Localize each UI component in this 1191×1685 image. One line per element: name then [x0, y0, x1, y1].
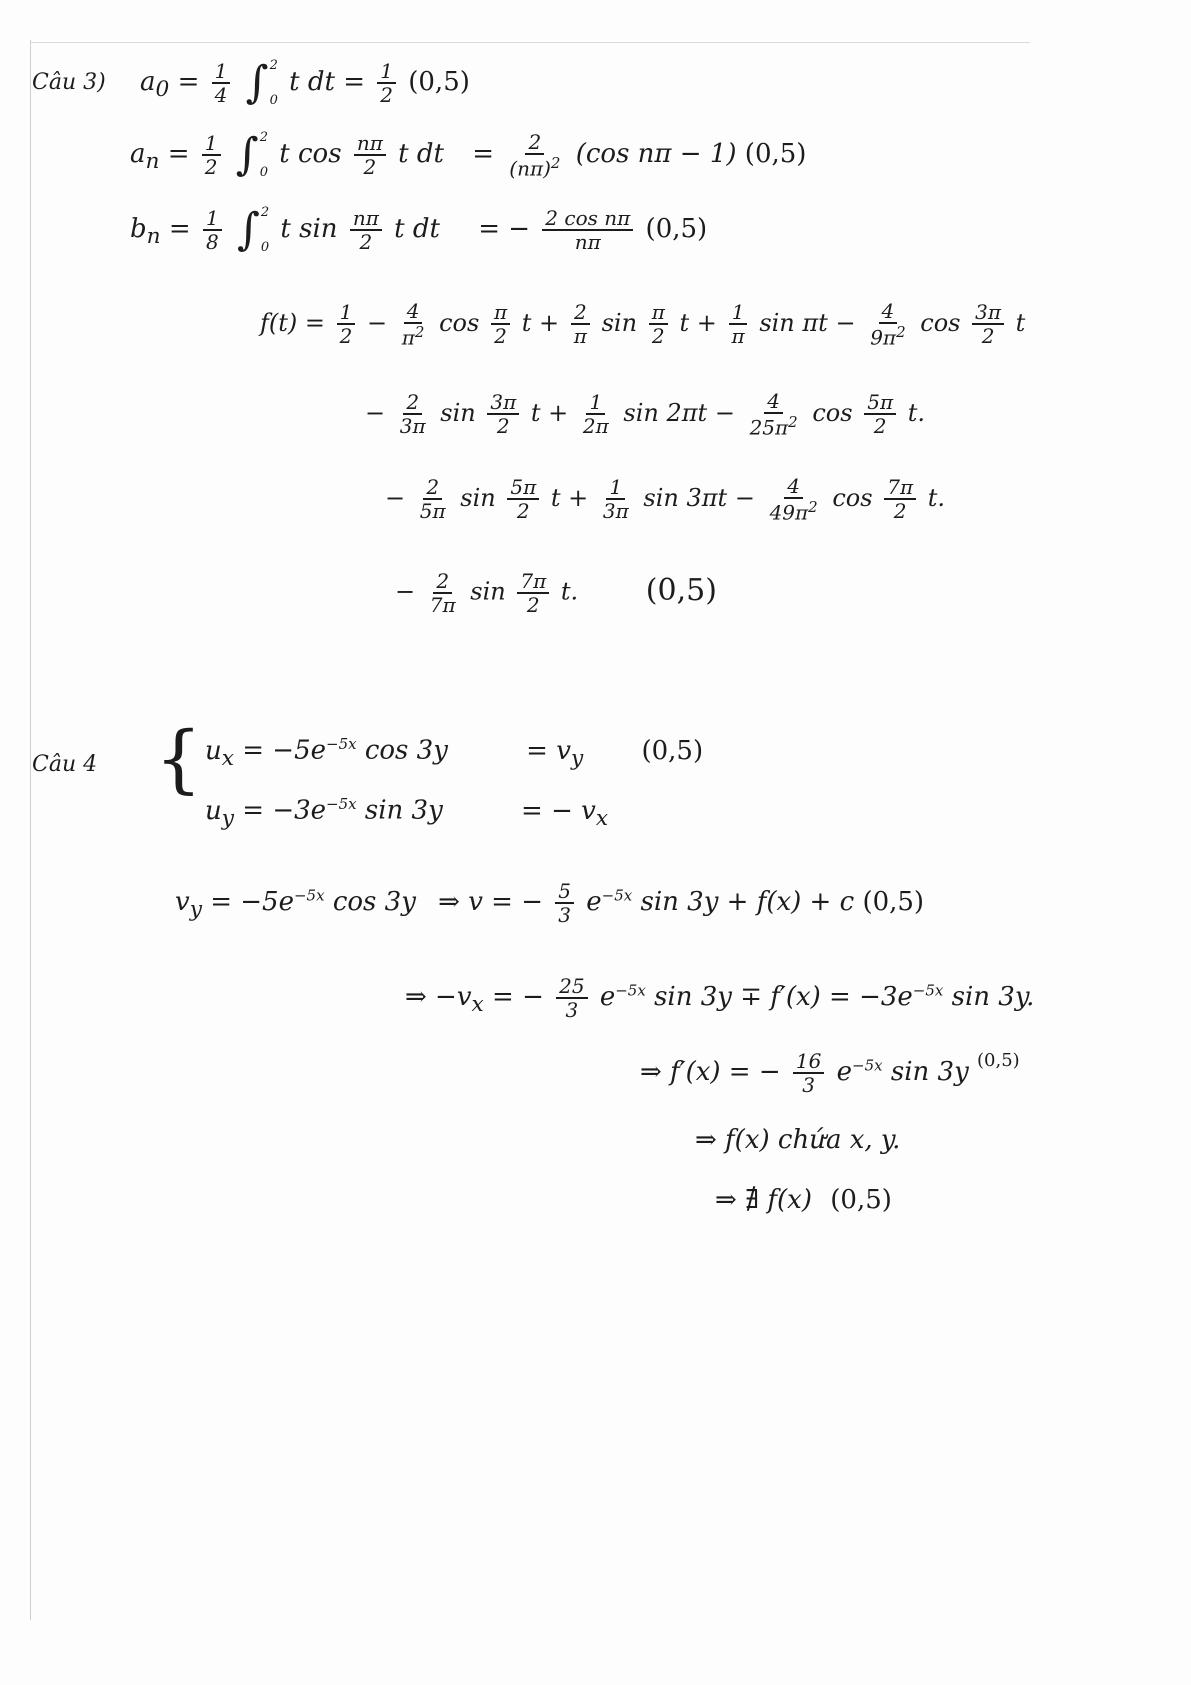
score-mark: (0,5) — [645, 214, 708, 244]
f-term-3-arg: $\frac{\pi}{2}$ — [649, 301, 668, 347]
eq-sign: = — [167, 139, 190, 169]
q3-fourier-line-2: − $\frac{2}{3\pi}$ sin $\frac{3\pi}{2}$ t + $\frac{1}{2\pi}$ sin 2πt − $\frac{4}{25\pi^2}$ cos $\frac{5\pi}{2}$ t. — [365, 389, 926, 440]
f-term-6-coef: $\frac{2}{3\pi}$ — [399, 390, 426, 439]
an-result-tail: (cos nπ − 1) — [575, 139, 737, 169]
an-integrand-post: t dt — [398, 139, 444, 169]
an-arg: $\frac{n\pi}{2}$ — [354, 132, 386, 178]
q4-system-brace: { — [155, 716, 203, 802]
f-term-6-arg: $\frac{3\pi}{2}$ — [487, 391, 519, 437]
a0-symbol: $a_0$ — [140, 67, 170, 103]
f-term-1: $\frac{1}{2}$ — [337, 301, 356, 347]
bn-symbol: $b_n$ — [130, 214, 161, 250]
q3-a0-line — [140, 58, 470, 108]
an-symbol: $a_n$ — [130, 139, 160, 175]
q3-fourier-line-4: − $\frac{2}{7\pi}$ sin $\frac{7\pi}{2}$ t. (0,5) — [395, 569, 717, 617]
q3-label: Câu 3) — [32, 70, 106, 95]
fp-coef: $\frac{16}{3}$ — [793, 1050, 824, 1096]
q4-label: Câu 4 — [32, 752, 98, 777]
q4-contains-line: ⇒ f(x) chứa x, y. — [695, 1125, 901, 1155]
eq-sign: = — [472, 139, 494, 169]
score-mark: (0,5) — [744, 139, 807, 169]
q3-an-line — [130, 130, 806, 180]
bn-result-sign: = − — [478, 214, 531, 244]
bn-coef: $\frac{1}{8}$ — [203, 207, 222, 253]
score-mark: (0,5) — [408, 67, 470, 97]
f-term-3-coef: $\frac{2}{\pi}$ — [571, 301, 590, 347]
q3-fourier-line-3: − $\frac{2}{5\pi}$ sin $\frac{5\pi}{2}$ t + $\frac{1}{3\pi}$ sin 3πt − $\frac{4}{49\pi^2}$ cos $\frac{7\pi}{2}$ t. — [385, 474, 946, 525]
f-term-8-arg: $\frac{5\pi}{2}$ — [864, 391, 896, 437]
margin-rule — [30, 40, 31, 1620]
f-term-5-coef: $\frac{4}{9\pi^2}$ — [870, 299, 906, 350]
q4-vy-line: $v_y = -5e^{-5x}$ cos 3y ⇒ v = − $\frac{5}{3}$ $e^{-5x}$ sin 3y + f(x) + c (0,5) — [175, 879, 925, 927]
q3-bn-line — [130, 205, 707, 255]
score-mark: (0,5) — [645, 572, 717, 608]
f-term-12-coef: $\frac{2}{7\pi}$ — [429, 569, 456, 617]
bn-integrand-post: t dt — [394, 214, 440, 244]
f-term-10-coef: $\frac{1}{3\pi}$ — [602, 475, 629, 524]
f-term-12-arg: $\frac{7\pi}{2}$ — [517, 570, 549, 616]
bn-result: $\frac{\text{2 cos nπ}}{n\pi}$ — [542, 207, 633, 253]
f-term-7-coef: $\frac{1}{2\pi}$ — [582, 390, 609, 439]
f-lhs: f(t) = — [260, 308, 325, 337]
f-term-2-coef: $\frac{4}{\pi^2}$ — [401, 299, 425, 350]
ux-symbol: $u_x$ — [205, 735, 234, 771]
q4-vx-line: ⇒ $-v_x$ = − $\frac{25}{3}$ $e^{-5x}$ $\sin 3y \mp f'(x) = -3e^{-5x}$ sin 3y. — [405, 974, 1035, 1022]
an-coef: $\frac{1}{2}$ — [202, 132, 221, 178]
an-result: $\frac{2}{(n\pi)^2}$ — [509, 129, 561, 181]
q4-uy-line: $u_y = -3e^{-5x}$ sin 3y = − $v_x$ — [205, 795, 609, 831]
score-mark: (0,5) — [641, 735, 704, 766]
an-integrand-pre: t cos — [279, 139, 342, 169]
score-mark: (0,5) — [977, 1050, 1020, 1071]
q4-ux-line: $u_x = -5e^{-5x}$ $\cos 3y = v_y$ (0,5) — [205, 735, 704, 771]
uy-symbol: $u_y$ — [205, 795, 234, 831]
a0-integral: ∫ 2 0 — [245, 57, 278, 108]
f-term-2-arg: $\frac{\pi}{2}$ — [491, 301, 510, 347]
f-term-11-arg: $\frac{7\pi}{2}$ — [884, 476, 916, 522]
f-term-11-coef: $\frac{4}{49\pi^2}$ — [769, 474, 818, 525]
f-term-5-arg: $\frac{3\pi}{2}$ — [972, 301, 1004, 347]
q4-fprime-line: ⇒ f′(x) = − $\frac{16}{3}$ $e^{-5x}$ sin 3y $^{(0,5)}$ — [640, 1049, 1020, 1097]
bn-integral: ∫ 2 0 — [236, 204, 270, 255]
eq-sign: = — [177, 67, 200, 97]
f-term-9-coef: $\frac{2}{5\pi}$ — [419, 475, 446, 524]
f-term-4-coef: $\frac{1}{\pi}$ — [729, 301, 748, 347]
eq-sign: = — [168, 214, 191, 244]
top-rule — [30, 42, 1030, 43]
q4-nonexist-line: ⇒ ∄ f(x) (0,5) — [715, 1185, 892, 1215]
a0-coef: $\frac{1}{4}$ — [212, 60, 231, 106]
bn-arg: $\frac{n\pi}{2}$ — [350, 207, 382, 253]
f-term-8-coef: $\frac{4}{25\pi^2}$ — [749, 389, 798, 440]
eq-sign: = — [343, 67, 365, 97]
a0-result: $\frac{1}{2}$ — [377, 60, 396, 106]
q3-fourier-line-1: f(t) = $\frac{1}{2}$ − $\frac{4}{\pi^2}$ cos $\frac{\pi}{2}$ t + $\frac{2}{\pi}$ sin $\frac{\pi}{2}$ t + $\frac{1}{\pi}$ sin πt − $\frac{4}{9\pi^2}$ cos $\frac{3\pi}{2}$ t — [260, 299, 1026, 350]
a0-integrand: t dt — [289, 67, 335, 97]
vx-coef: $\frac{25}{3}$ — [556, 975, 587, 1021]
score-mark: (0,5) — [862, 887, 925, 917]
an-integral: ∫ 2 0 — [235, 129, 269, 180]
f-term-9-arg: $\frac{5\pi}{2}$ — [507, 476, 539, 522]
score-mark: (0,5) — [830, 1185, 892, 1215]
bn-integrand-pre: t sin — [280, 214, 338, 244]
v-coef: $\frac{5}{3}$ — [555, 880, 574, 926]
